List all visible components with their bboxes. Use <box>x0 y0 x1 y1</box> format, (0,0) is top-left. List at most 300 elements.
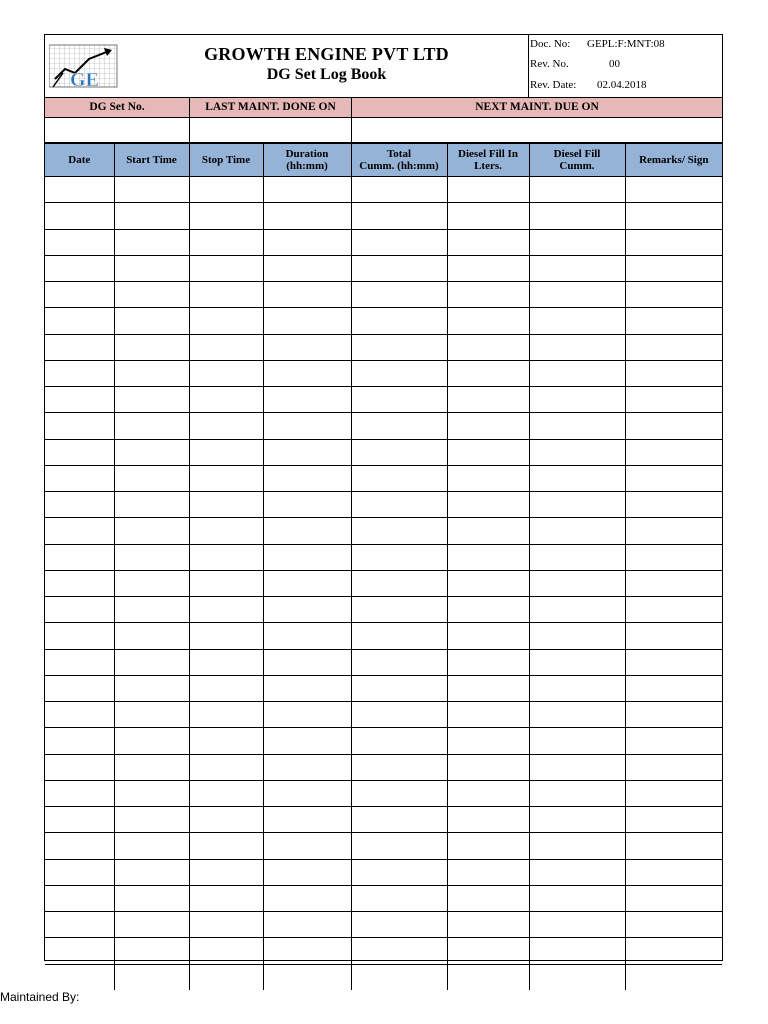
table-row <box>45 360 722 386</box>
log-cell-total-cumm[interactable] <box>351 833 447 859</box>
log-cell-total-cumm[interactable] <box>351 360 447 386</box>
table-row <box>45 597 722 623</box>
log-cell-date[interactable] <box>45 229 114 255</box>
log-cell-start-time[interactable] <box>114 728 189 754</box>
log-cell-stop-time[interactable] <box>189 623 263 649</box>
log-cell-remarks-sign[interactable] <box>625 544 722 570</box>
log-cell-total-cumm[interactable] <box>351 255 447 281</box>
log-cell-total-cumm[interactable] <box>351 912 447 938</box>
log-cell-date[interactable] <box>45 702 114 728</box>
table-row <box>45 518 722 544</box>
log-cell-duration[interactable] <box>263 859 351 885</box>
document-header <box>45 35 722 97</box>
log-cell-total-cumm[interactable] <box>351 308 447 334</box>
log-cell-diesel-fill-cumm[interactable] <box>529 938 625 964</box>
log-cell-stop-time[interactable] <box>189 255 263 281</box>
log-cell-duration[interactable] <box>263 623 351 649</box>
log-cell-total-cumm[interactable] <box>351 203 447 229</box>
log-cell-date[interactable] <box>45 833 114 859</box>
log-cell-duration[interactable] <box>263 885 351 911</box>
log-cell-diesel-fill-cumm[interactable] <box>529 439 625 465</box>
log-table-body <box>45 177 722 990</box>
log-cell-date[interactable] <box>45 859 114 885</box>
log-cell-stop-time[interactable] <box>189 492 263 518</box>
log-cell-start-time[interactable] <box>114 413 189 439</box>
log-cell-total-cumm[interactable] <box>351 649 447 675</box>
log-cell-diesel-fill[interactable] <box>447 885 529 911</box>
log-cell-diesel-fill-cumm[interactable] <box>529 492 625 518</box>
log-cell-duration[interactable] <box>263 439 351 465</box>
column-header-line: Duration <box>285 148 329 160</box>
log-cell-remarks-sign[interactable] <box>625 570 722 596</box>
log-cell-duration[interactable] <box>263 177 351 203</box>
log-cell-diesel-fill-cumm[interactable] <box>529 229 625 255</box>
log-cell-remarks-sign[interactable] <box>625 702 722 728</box>
log-cell-start-time[interactable] <box>114 360 189 386</box>
log-cell-date[interactable] <box>45 807 114 833</box>
log-cell-total-cumm[interactable] <box>351 859 447 885</box>
log-cell-diesel-fill[interactable] <box>447 649 529 675</box>
log-cell-total-cumm[interactable] <box>351 413 447 439</box>
log-cell-diesel-fill[interactable] <box>447 308 529 334</box>
table-row <box>45 570 722 596</box>
log-cell-stop-time[interactable] <box>189 177 263 203</box>
log-cell-diesel-fill[interactable] <box>447 255 529 281</box>
log-cell-start-time[interactable] <box>114 465 189 491</box>
log-cell-total-cumm[interactable] <box>351 492 447 518</box>
column-header-line: Date <box>68 154 91 166</box>
last-maint-field[interactable] <box>189 118 351 142</box>
log-cell-start-time[interactable] <box>114 177 189 203</box>
log-cell-start-time[interactable] <box>114 203 189 229</box>
log-cell-start-time[interactable] <box>114 623 189 649</box>
log-cell-diesel-fill-cumm[interactable] <box>529 465 625 491</box>
column-header-total-cumm <box>351 143 447 177</box>
log-cell-total-cumm[interactable] <box>351 334 447 360</box>
log-table <box>45 142 722 990</box>
log-cell-diesel-fill-cumm[interactable] <box>529 807 625 833</box>
log-cell-duration[interactable] <box>263 360 351 386</box>
log-cell-total-cumm[interactable] <box>351 964 447 990</box>
log-cell-date[interactable] <box>45 334 114 360</box>
log-cell-stop-time[interactable] <box>189 702 263 728</box>
log-cell-date[interactable] <box>45 177 114 203</box>
log-cell-total-cumm[interactable] <box>351 570 447 596</box>
log-cell-remarks-sign[interactable] <box>625 938 722 964</box>
next-maint-label: NEXT MAINT. DUE ON <box>351 98 722 117</box>
log-cell-diesel-fill[interactable] <box>447 439 529 465</box>
log-cell-duration[interactable] <box>263 492 351 518</box>
log-cell-remarks-sign[interactable] <box>625 492 722 518</box>
column-header-line: Cumm. (hh:mm) <box>359 160 439 172</box>
log-cell-start-time[interactable] <box>114 754 189 780</box>
log-cell-stop-time[interactable] <box>189 938 263 964</box>
log-cell-diesel-fill-cumm[interactable] <box>529 780 625 806</box>
log-cell-start-time[interactable] <box>114 675 189 701</box>
log-cell-diesel-fill[interactable] <box>447 492 529 518</box>
log-cell-remarks-sign[interactable] <box>625 334 722 360</box>
log-cell-date[interactable] <box>45 255 114 281</box>
log-cell-date[interactable] <box>45 492 114 518</box>
log-cell-diesel-fill[interactable] <box>447 177 529 203</box>
log-cell-start-time[interactable] <box>114 964 189 990</box>
log-cell-total-cumm[interactable] <box>351 938 447 964</box>
rev-date-value: 02.04.2018 <box>597 79 647 91</box>
log-cell-date[interactable] <box>45 308 114 334</box>
table-row <box>45 728 722 754</box>
log-cell-date[interactable] <box>45 597 114 623</box>
doc-no-line <box>530 38 665 54</box>
log-cell-diesel-fill[interactable] <box>447 833 529 859</box>
log-cell-diesel-fill-cumm[interactable] <box>529 912 625 938</box>
log-cell-remarks-sign[interactable] <box>625 623 722 649</box>
log-cell-date[interactable] <box>45 360 114 386</box>
log-cell-stop-time[interactable] <box>189 807 263 833</box>
log-cell-diesel-fill[interactable] <box>447 282 529 308</box>
log-cell-diesel-fill-cumm[interactable] <box>529 282 625 308</box>
log-cell-remarks-sign[interactable] <box>625 833 722 859</box>
log-cell-date[interactable] <box>45 387 114 413</box>
log-cell-date[interactable] <box>45 518 114 544</box>
table-row <box>45 912 722 938</box>
log-cell-diesel-fill-cumm[interactable] <box>529 413 625 439</box>
log-cell-diesel-fill[interactable] <box>447 780 529 806</box>
log-cell-start-time[interactable] <box>114 334 189 360</box>
log-cell-diesel-fill[interactable] <box>447 334 529 360</box>
table-row <box>45 308 722 334</box>
log-cell-diesel-fill-cumm[interactable] <box>529 728 625 754</box>
log-cell-date[interactable] <box>45 938 114 964</box>
table-row <box>45 754 722 780</box>
log-cell-remarks-sign[interactable] <box>625 912 722 938</box>
log-cell-total-cumm[interactable] <box>351 597 447 623</box>
log-cell-start-time[interactable] <box>114 544 189 570</box>
table-row <box>45 413 722 439</box>
log-cell-remarks-sign[interactable] <box>625 964 722 990</box>
log-cell-stop-time[interactable] <box>189 885 263 911</box>
table-row <box>45 938 722 964</box>
log-cell-total-cumm[interactable] <box>351 807 447 833</box>
table-row <box>45 623 722 649</box>
log-cell-date[interactable] <box>45 649 114 675</box>
log-cell-diesel-fill-cumm[interactable] <box>529 885 625 911</box>
log-cell-total-cumm[interactable] <box>351 623 447 649</box>
log-cell-duration[interactable] <box>263 728 351 754</box>
log-cell-diesel-fill[interactable] <box>447 623 529 649</box>
log-cell-diesel-fill[interactable] <box>447 859 529 885</box>
column-header-line: Lters. <box>474 160 502 172</box>
table-row <box>45 439 722 465</box>
log-cell-diesel-fill-cumm[interactable] <box>529 255 625 281</box>
log-cell-diesel-fill[interactable] <box>447 413 529 439</box>
log-cell-total-cumm[interactable] <box>351 229 447 255</box>
log-cell-total-cumm[interactable] <box>351 728 447 754</box>
log-cell-stop-time[interactable] <box>189 675 263 701</box>
column-header-remarks-sign <box>625 143 722 177</box>
log-cell-remarks-sign[interactable] <box>625 885 722 911</box>
log-cell-remarks-sign[interactable] <box>625 387 722 413</box>
column-header-stop-time <box>189 143 263 177</box>
log-cell-start-time[interactable] <box>114 255 189 281</box>
log-cell-stop-time[interactable] <box>189 518 263 544</box>
log-cell-start-time[interactable] <box>114 282 189 308</box>
dg-set-no-label: DG Set No. <box>89 101 145 113</box>
log-cell-diesel-fill-cumm[interactable] <box>529 334 625 360</box>
column-header-line: Stop Time <box>201 154 251 166</box>
log-table-header <box>45 143 722 177</box>
log-cell-diesel-fill[interactable] <box>447 675 529 701</box>
log-cell-diesel-fill-cumm[interactable] <box>529 177 625 203</box>
log-cell-start-time[interactable] <box>114 387 189 413</box>
log-cell-remarks-sign[interactable] <box>625 203 722 229</box>
log-cell-diesel-fill[interactable] <box>447 754 529 780</box>
dg-set-no-field[interactable] <box>45 118 189 142</box>
log-cell-stop-time[interactable] <box>189 360 263 386</box>
log-cell-date[interactable] <box>45 413 114 439</box>
document-title: DG Set Log Book <box>266 66 387 83</box>
log-cell-total-cumm[interactable] <box>351 518 447 544</box>
log-cell-diesel-fill[interactable] <box>447 518 529 544</box>
log-cell-stop-time[interactable] <box>189 282 263 308</box>
log-cell-stop-time[interactable] <box>189 597 263 623</box>
table-row <box>45 492 722 518</box>
log-cell-remarks-sign[interactable] <box>625 780 722 806</box>
table-row <box>45 675 722 701</box>
log-cell-start-time[interactable] <box>114 439 189 465</box>
log-cell-diesel-fill[interactable] <box>447 597 529 623</box>
log-cell-diesel-fill[interactable] <box>447 938 529 964</box>
log-cell-date[interactable] <box>45 675 114 701</box>
log-cell-duration[interactable] <box>263 387 351 413</box>
log-cell-diesel-fill-cumm[interactable] <box>529 702 625 728</box>
log-cell-duration[interactable] <box>263 938 351 964</box>
log-cell-remarks-sign[interactable] <box>625 465 722 491</box>
log-cell-start-time[interactable] <box>114 885 189 911</box>
log-cell-stop-time[interactable] <box>189 544 263 570</box>
log-cell-stop-time[interactable] <box>189 439 263 465</box>
column-header-line: Diesel Fill In <box>458 148 518 160</box>
log-cell-diesel-fill-cumm[interactable] <box>529 833 625 859</box>
log-cell-start-time[interactable] <box>114 807 189 833</box>
log-cell-diesel-fill-cumm[interactable] <box>529 623 625 649</box>
company-logo <box>49 43 119 89</box>
next-maint-field[interactable] <box>351 118 722 142</box>
log-cell-remarks-sign[interactable] <box>625 728 722 754</box>
log-cell-start-time[interactable] <box>114 833 189 859</box>
log-cell-duration[interactable] <box>263 570 351 596</box>
rev-no-value: 00 <box>609 58 620 70</box>
log-cell-remarks-sign[interactable] <box>625 859 722 885</box>
log-cell-total-cumm[interactable] <box>351 675 447 701</box>
log-cell-date[interactable] <box>45 465 114 491</box>
log-cell-diesel-fill[interactable] <box>447 570 529 596</box>
log-cell-diesel-fill-cumm[interactable] <box>529 597 625 623</box>
log-cell-duration[interactable] <box>263 702 351 728</box>
log-cell-duration[interactable] <box>263 518 351 544</box>
log-cell-duration[interactable] <box>263 544 351 570</box>
log-cell-duration[interactable] <box>263 282 351 308</box>
log-cell-remarks-sign[interactable] <box>625 597 722 623</box>
log-cell-duration[interactable] <box>263 649 351 675</box>
log-cell-stop-time[interactable] <box>189 334 263 360</box>
log-cell-diesel-fill[interactable] <box>447 465 529 491</box>
log-cell-stop-time[interactable] <box>189 912 263 938</box>
log-cell-remarks-sign[interactable] <box>625 675 722 701</box>
column-header-line: Start Time <box>126 154 177 166</box>
log-cell-diesel-fill-cumm[interactable] <box>529 570 625 596</box>
log-cell-total-cumm[interactable] <box>351 439 447 465</box>
title-block <box>125 35 528 97</box>
log-cell-start-time[interactable] <box>114 308 189 334</box>
log-cell-stop-time[interactable] <box>189 229 263 255</box>
log-cell-diesel-fill-cumm[interactable] <box>529 964 625 990</box>
log-cell-stop-time[interactable] <box>189 833 263 859</box>
log-cell-stop-time[interactable] <box>189 859 263 885</box>
log-cell-remarks-sign[interactable] <box>625 807 722 833</box>
log-cell-total-cumm[interactable] <box>351 754 447 780</box>
log-cell-remarks-sign[interactable] <box>625 308 722 334</box>
log-cell-date[interactable] <box>45 885 114 911</box>
table-row <box>45 885 722 911</box>
log-cell-start-time[interactable] <box>114 912 189 938</box>
log-cell-remarks-sign[interactable] <box>625 649 722 675</box>
log-cell-diesel-fill-cumm[interactable] <box>529 544 625 570</box>
log-cell-duration[interactable] <box>263 334 351 360</box>
log-cell-start-time[interactable] <box>114 492 189 518</box>
log-cell-remarks-sign[interactable] <box>625 282 722 308</box>
log-cell-duration[interactable] <box>263 675 351 701</box>
log-cell-duration[interactable] <box>263 964 351 990</box>
log-cell-remarks-sign[interactable] <box>625 255 722 281</box>
log-cell-total-cumm[interactable] <box>351 780 447 806</box>
log-cell-start-time[interactable] <box>114 649 189 675</box>
column-header-line: Diesel Fill <box>553 148 601 160</box>
log-cell-duration[interactable] <box>263 780 351 806</box>
log-cell-date[interactable] <box>45 623 114 649</box>
log-cell-stop-time[interactable] <box>189 570 263 596</box>
column-header-date <box>45 143 114 177</box>
log-cell-diesel-fill[interactable] <box>447 544 529 570</box>
log-cell-diesel-fill[interactable] <box>447 807 529 833</box>
log-cell-stop-time[interactable] <box>189 308 263 334</box>
log-cell-start-time[interactable] <box>114 859 189 885</box>
log-cell-start-time[interactable] <box>114 938 189 964</box>
log-cell-diesel-fill[interactable] <box>447 387 529 413</box>
log-cell-duration[interactable] <box>263 912 351 938</box>
log-cell-total-cumm[interactable] <box>351 177 447 203</box>
log-cell-date[interactable] <box>45 964 114 990</box>
log-cell-stop-time[interactable] <box>189 203 263 229</box>
log-cell-date[interactable] <box>45 754 114 780</box>
log-cell-diesel-fill-cumm[interactable] <box>529 754 625 780</box>
log-cell-diesel-fill[interactable] <box>447 702 529 728</box>
table-row <box>45 807 722 833</box>
maintenance-header <box>45 97 722 118</box>
column-header-line: (hh:mm) <box>286 160 328 172</box>
log-cell-duration[interactable] <box>263 465 351 491</box>
log-cell-duration[interactable] <box>263 308 351 334</box>
log-cell-stop-time[interactable] <box>189 728 263 754</box>
log-cell-remarks-sign[interactable] <box>625 360 722 386</box>
log-cell-start-time[interactable] <box>114 702 189 728</box>
log-cell-date[interactable] <box>45 544 114 570</box>
log-cell-date[interactable] <box>45 570 114 596</box>
log-cell-diesel-fill-cumm[interactable] <box>529 387 625 413</box>
log-cell-stop-time[interactable] <box>189 754 263 780</box>
log-cell-total-cumm[interactable] <box>351 885 447 911</box>
log-cell-duration[interactable] <box>263 255 351 281</box>
log-cell-diesel-fill-cumm[interactable] <box>529 649 625 675</box>
log-cell-stop-time[interactable] <box>189 780 263 806</box>
log-cell-total-cumm[interactable] <box>351 702 447 728</box>
log-cell-duration[interactable] <box>263 229 351 255</box>
log-cell-diesel-fill[interactable] <box>447 728 529 754</box>
log-cell-start-time[interactable] <box>114 780 189 806</box>
log-cell-diesel-fill-cumm[interactable] <box>529 518 625 544</box>
log-cell-stop-time[interactable] <box>189 964 263 990</box>
log-cell-remarks-sign[interactable] <box>625 518 722 544</box>
log-cell-total-cumm[interactable] <box>351 465 447 491</box>
log-cell-remarks-sign[interactable] <box>625 229 722 255</box>
log-cell-date[interactable] <box>45 439 114 465</box>
last-maint-label: LAST MAINT. DONE ON <box>189 98 351 117</box>
log-cell-start-time[interactable] <box>114 597 189 623</box>
log-cell-remarks-sign[interactable] <box>625 439 722 465</box>
log-cell-duration[interactable] <box>263 807 351 833</box>
log-cell-duration[interactable] <box>263 413 351 439</box>
log-cell-diesel-fill-cumm[interactable] <box>529 360 625 386</box>
log-cell-diesel-fill[interactable] <box>447 912 529 938</box>
log-cell-total-cumm[interactable] <box>351 387 447 413</box>
log-cell-diesel-fill[interactable] <box>447 964 529 990</box>
log-cell-date[interactable] <box>45 282 114 308</box>
log-cell-duration[interactable] <box>263 597 351 623</box>
column-header-line: Cumm. <box>559 160 595 172</box>
rev-no-label: Rev. No. <box>530 58 569 70</box>
log-cell-stop-time[interactable] <box>189 413 263 439</box>
log-cell-date[interactable] <box>45 780 114 806</box>
log-cell-stop-time[interactable] <box>189 649 263 675</box>
log-cell-diesel-fill[interactable] <box>447 229 529 255</box>
log-cell-diesel-fill-cumm[interactable] <box>529 308 625 334</box>
log-cell-duration[interactable] <box>263 833 351 859</box>
log-cell-duration[interactable] <box>263 203 351 229</box>
log-cell-diesel-fill[interactable] <box>447 360 529 386</box>
log-cell-stop-time[interactable] <box>189 465 263 491</box>
log-cell-date[interactable] <box>45 912 114 938</box>
log-cell-date[interactable] <box>45 203 114 229</box>
log-cell-total-cumm[interactable] <box>351 544 447 570</box>
log-cell-remarks-sign[interactable] <box>625 413 722 439</box>
log-cell-remarks-sign[interactable] <box>625 177 722 203</box>
log-cell-stop-time[interactable] <box>189 387 263 413</box>
log-cell-diesel-fill-cumm[interactable] <box>529 203 625 229</box>
log-cell-remarks-sign[interactable] <box>625 754 722 780</box>
log-cell-start-time[interactable] <box>114 229 189 255</box>
log-cell-diesel-fill-cumm[interactable] <box>529 675 625 701</box>
log-cell-duration[interactable] <box>263 754 351 780</box>
log-cell-start-time[interactable] <box>114 518 189 544</box>
column-header-diesel-fill-cumm <box>529 143 625 177</box>
log-cell-date[interactable] <box>45 728 114 754</box>
log-cell-start-time[interactable] <box>114 570 189 596</box>
log-cell-diesel-fill-cumm[interactable] <box>529 859 625 885</box>
log-cell-diesel-fill[interactable] <box>447 203 529 229</box>
doc-no-value: GEPL:F:MNT:08 <box>587 38 665 50</box>
table-row <box>45 203 722 229</box>
table-row <box>45 282 722 308</box>
log-cell-total-cumm[interactable] <box>351 282 447 308</box>
